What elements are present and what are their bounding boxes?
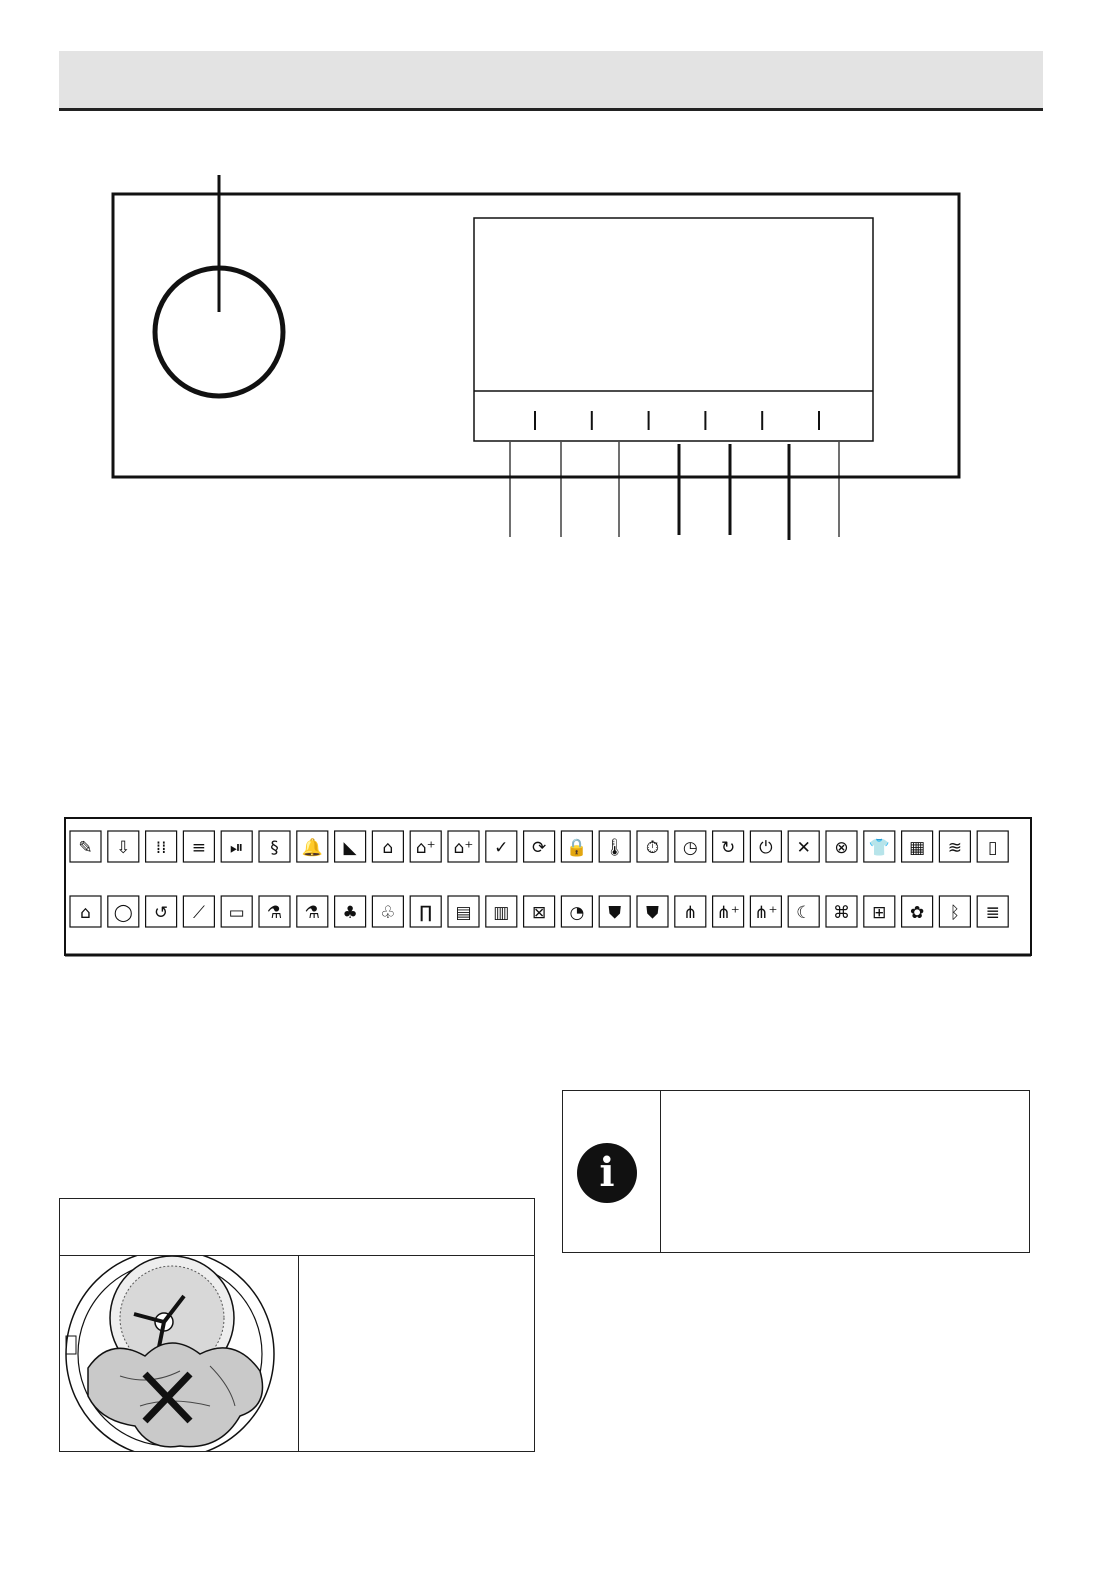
steam-icon: [259, 831, 290, 862]
flask-icon: [297, 896, 328, 927]
flask-drop-icon: [259, 896, 290, 927]
drum-icon: [108, 896, 139, 927]
drum-illustration: [60, 1256, 299, 1451]
svg-text:◯: ◯: [113, 903, 133, 923]
svg-text:✕: ✕: [796, 838, 811, 858]
svg-text:✿: ✿: [909, 903, 925, 923]
control-panel-diagram: [0, 0, 1108, 560]
cotton-icon: [372, 896, 403, 927]
spray-plus-icon: [713, 896, 744, 927]
hanger-basket-icon: [70, 896, 101, 927]
info-icon: i: [577, 1143, 637, 1203]
jacket-icon: [826, 896, 857, 927]
lock-icon: [561, 831, 592, 862]
sweater-icon: [902, 831, 933, 862]
svg-text:∏: ∏: [419, 903, 433, 923]
icon-legend-row-2: [70, 896, 1008, 927]
feather-icon: [183, 896, 214, 927]
svg-text:▯: ▯: [988, 838, 998, 858]
svg-text:⊞: ⊞: [872, 903, 887, 923]
towel-icon: [221, 896, 252, 927]
bell-icon: [297, 831, 328, 862]
spray-2plus-icon: [750, 896, 781, 927]
no-wool-icon: [788, 831, 819, 862]
svg-text:↻: ↻: [720, 838, 736, 858]
check-icon: [486, 831, 517, 862]
svg-text:↺: ↺: [153, 903, 169, 923]
svg-text:👕: 👕: [868, 838, 890, 858]
display-screen: [474, 218, 873, 441]
svg-text:◔: ◔: [569, 903, 585, 923]
svg-text:≡: ≡: [191, 838, 207, 858]
svg-text:⋔⁺: ⋔⁺: [754, 903, 778, 923]
timer-icon: [637, 831, 668, 862]
info-note: [562, 1090, 1030, 1253]
svg-text:☾: ☾: [796, 903, 812, 923]
icon-legend-frame: [65, 818, 1031, 955]
tree-cotton-icon: [335, 896, 366, 927]
svg-text:▦: ▦: [909, 838, 926, 858]
rotate-clock-icon: [713, 831, 744, 862]
svg-text:🔒: 🔒: [566, 838, 588, 858]
shield-plus-alt-icon: [637, 896, 668, 927]
svg-text:♧: ♧: [380, 903, 396, 923]
sheet-icon: [977, 896, 1008, 927]
half-load-icon: [561, 896, 592, 927]
svg-text:⌘: ⌘: [833, 903, 850, 923]
cross-circle-icon: [826, 831, 857, 862]
hanger-2plus-stack-icon: [448, 831, 479, 862]
svg-text:⏻: ⏻: [759, 838, 773, 858]
smartphone-icon: [977, 831, 1008, 862]
svg-text:ᛒ: ᛒ: [949, 903, 961, 923]
warning-header: [60, 1199, 534, 1256]
svg-text:⊗: ⊗: [834, 838, 849, 858]
svg-text:⌂⁺: ⌂⁺: [415, 838, 436, 858]
svg-text:⌂⁺: ⌂⁺: [453, 838, 474, 858]
svg-text:⟋: ⟋: [192, 903, 205, 923]
svg-text:⚗: ⚗: [304, 903, 320, 923]
svg-text:▥: ▥: [493, 903, 510, 923]
warning-text-cell: [300, 1256, 534, 1451]
svg-text:⛊: ⛊: [608, 903, 622, 923]
svg-text:⌂: ⌂: [80, 903, 91, 923]
detergent-icon: [70, 831, 101, 862]
info-divider: [660, 1091, 661, 1252]
svg-text:🌡: 🌡: [603, 838, 626, 858]
bluetooth-icon: [939, 896, 970, 927]
panel-outline: [113, 194, 959, 477]
iron-icon: [335, 831, 366, 862]
bedding-icon: [486, 896, 517, 927]
svg-text:⋔⁺: ⋔⁺: [716, 903, 740, 923]
dots-grid-icon: [146, 831, 177, 862]
svg-text:♣: ♣: [342, 903, 358, 923]
filter-icon: [108, 831, 139, 862]
svg-text:◣: ◣: [343, 838, 357, 858]
svg-text:◷: ◷: [682, 838, 698, 858]
spray-icon: [675, 896, 706, 927]
svg-text:⌂: ⌂: [382, 838, 394, 858]
svg-text:§: §: [270, 838, 279, 858]
night-moon-icon: [788, 896, 819, 927]
svg-text:✎: ✎: [78, 838, 93, 858]
svg-text:⋔: ⋔: [683, 903, 698, 923]
refresh-icon: [524, 831, 555, 862]
warning-table: [59, 1198, 535, 1452]
mixed-icon: [864, 896, 895, 927]
svg-text:🔔: 🔔: [301, 838, 323, 858]
svg-text:⚗: ⚗: [266, 903, 283, 923]
svg-text:▤: ▤: [455, 903, 472, 923]
svg-text:⊠: ⊠: [531, 903, 547, 923]
clock-icon: [675, 831, 706, 862]
trousers-icon: [410, 896, 441, 927]
display-buttons: [535, 411, 819, 430]
shirts-icon: [448, 896, 479, 927]
power-icon: [750, 831, 781, 862]
svg-text:⁞⁞: ⁞⁞: [155, 838, 167, 858]
eco-icon: [902, 896, 933, 927]
svg-text:▭: ▭: [228, 903, 245, 923]
shield-plus-icon: [599, 896, 630, 927]
icon-legend-row-1: [70, 831, 1008, 862]
svg-text:⇩: ⇩: [116, 838, 131, 858]
shirt-refresh-icon: [146, 896, 177, 927]
shirt-icon: [864, 831, 895, 862]
thermometer-icon: [599, 831, 630, 862]
shirt-box-icon: [524, 896, 555, 927]
svg-text:⛊: ⛊: [646, 903, 659, 923]
svg-text:≣: ≣: [985, 903, 1000, 923]
overloaded-drum-image: [60, 1256, 298, 1451]
svg-text:✓: ✓: [494, 838, 509, 858]
hanger-icon: [372, 831, 403, 862]
svg-text:⏱: ⏱: [645, 838, 660, 858]
svg-text:⏯: ⏯: [229, 838, 244, 858]
play-pause-icon: [221, 831, 252, 862]
hanger-2plus-icon: [410, 831, 441, 862]
wifi-icon: [939, 831, 970, 862]
display-list-icon: [183, 831, 214, 862]
svg-text:≋: ≋: [947, 838, 963, 858]
svg-text:⟳: ⟳: [531, 838, 547, 858]
display-callouts: [510, 442, 839, 540]
